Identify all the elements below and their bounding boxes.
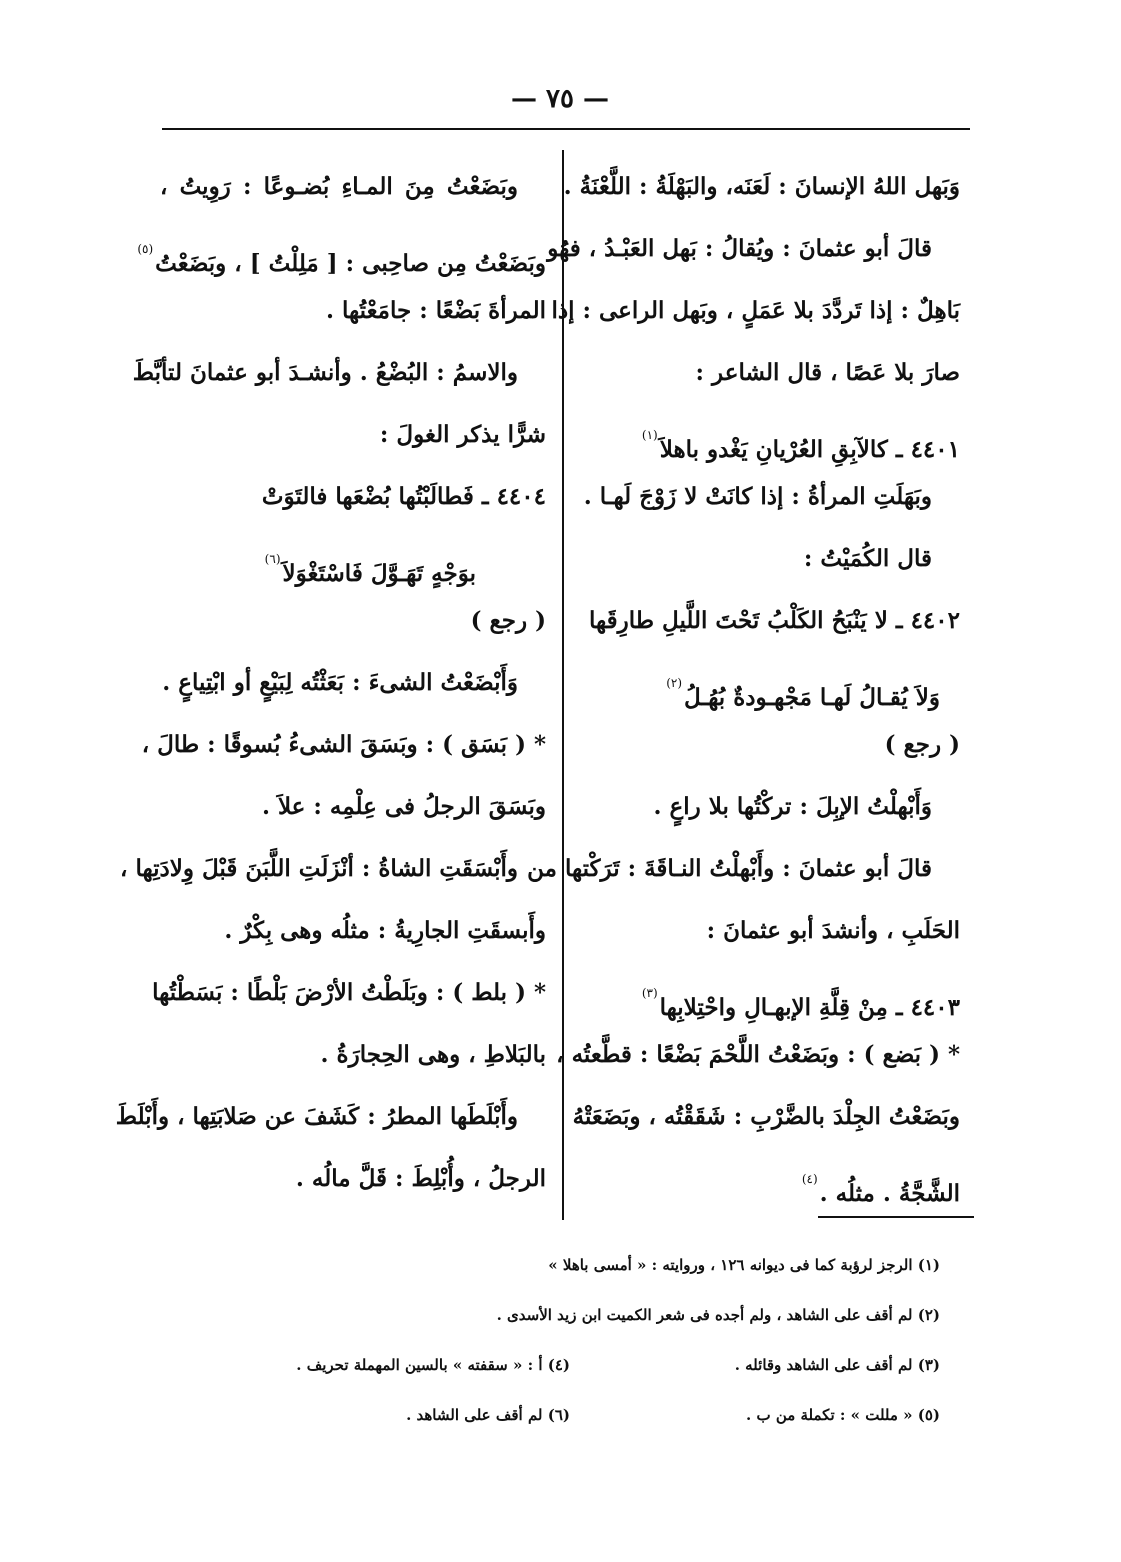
verse-line: ٤٤٠٢ ـ لا يَنْبَحُ الكَلْبُ تَحْتَ اللَّيلِ طارِقَها — [589, 607, 960, 634]
text-line — [578, 1148, 960, 1210]
text-line — [137, 218, 546, 280]
text-span: الشَّجَّةُ . مثلُه . — [819, 1180, 960, 1207]
text-line: قالَ أبو عثمانَ : وأَبْهلْتُ النـاقَةَ : تَرَكْتها من — [527, 855, 932, 882]
footnote: (٥) « مللت » : تكملة من ب . — [746, 1406, 940, 1424]
text-line: بَاهِلٌ : إذا تَردَّدَ بلا عَمَلٍ ، وبَهل الراعى : إذا — [551, 297, 960, 324]
footnote-marker: (٢) — [666, 676, 683, 690]
text-line: بالبَلاطِ ، وهى الحِجارَةُ . — [320, 1041, 546, 1068]
verse-line: ٤٤٠٤ ـ فَطالَبْتُها بُضْعَها فالتَوَتْ — [261, 483, 546, 510]
text-line: وَأَبْهلْتُ الإبِلَ : تركْتُها بلا راعٍ . — [653, 793, 932, 820]
footnote-row — [200, 1390, 940, 1440]
footnotes — [200, 1240, 940, 1440]
footnote-row — [200, 1340, 940, 1390]
text-line: صارَ بلا عَصًا ، قال الشاعر : — [695, 359, 960, 386]
verse-text: وَلاَ يُقـالُ لَهـا مَجْهـودةٌ بُهُـلُ — [684, 684, 940, 711]
footnote: (٦) لم أقف على الشاهد . — [406, 1406, 570, 1424]
page-number: — ٧٥ — — [510, 84, 610, 114]
verse-text: ٤٤٠٣ ـ مِنْ قِلَّةِ الإبهـالِ واحْتِلابِها — [659, 994, 960, 1021]
footnote-marker: (٦) — [264, 552, 281, 566]
footnote: (١) الرجز لرؤبة كما فى ديوانه ١٢٦ ، وروايته : « أمسى باهلا » — [548, 1256, 940, 1274]
footnote-marker: (١) — [641, 428, 658, 442]
verse-text: ٤٤٠١ ـ كالآبِقِ العُرْيانِ يَغْدو باهلاَ — [659, 436, 960, 463]
verse-line — [578, 404, 960, 466]
text-line: وأَبْلَطَها المطرُ : كَشَفَ عن صَلابَتِها ، وأَبْلَطَ — [115, 1103, 518, 1130]
entry-heading-line: * ( بَضع ) : وبَضَعْتُ اللَّحْمَ بَضْعًا : قطَّعتُه ، — [556, 1041, 960, 1068]
entry-heading-line: * ( بلط ) : وبَلَطْتُ الأرْضَ بَلْطًا : بَسَطْتُها — [152, 979, 546, 1006]
entry-heading-line: * ( بَسَق ) : وبَسَقَ الشىءُ بُسوقًا : طالَ ، — [141, 731, 546, 758]
footnote: (٤) أ : « سقفته » بالسين المهملة تحريف . — [296, 1356, 570, 1374]
return-marker: ( رجع ) — [884, 731, 960, 758]
text-line: وَبَهل اللهُ الإنسانَ : لَعَنَه، والبَهْلَةُ : اللَّعْنَةُ . — [563, 173, 960, 200]
footnote-divider — [818, 1216, 974, 1218]
text-line: الحَلَبِ ، وأنشدَ أبو عثمانَ : — [706, 917, 960, 944]
verse-text: بوَجْهٍ تَهَـوَّلَ فَاسْتَغْوَلاَ — [282, 560, 476, 587]
text-line: وأَبْسَقَتِ الشاةُ : أنْزَلَتِ اللَّبَنَ قَبْلَ وِلادَتِها ، — [120, 855, 518, 882]
text-line: المرأةَ بَضْعًا : جامَعْتُها . — [326, 297, 546, 324]
footnote: (٣) لم أقف على الشاهد وقائله . — [734, 1356, 940, 1374]
verse-line — [578, 962, 960, 1024]
text-line: والاسمُ : البُضْعُ . وأنشـدَ أبو عثمانَ لتأبَّطَ — [132, 359, 518, 386]
return-marker: ( رجع ) — [470, 607, 546, 634]
text-line: وبَهَلَتِ المرأةُ : إذا كانَتْ لا زَوْجَ لَهـا . — [583, 483, 932, 510]
verse-line — [160, 528, 546, 590]
verse-line — [578, 652, 960, 714]
footnote-marker: (٤) — [801, 1172, 818, 1186]
text-line: قال الكُمَيْتُ : — [803, 545, 932, 572]
text-line: الرجلُ ، وأُبْلِطَ : قَلَّ مالُه . — [295, 1165, 546, 1192]
right-column — [527, 156, 960, 1210]
text-line: شرًّا يذكر الغولَ : — [379, 421, 546, 448]
left-column — [115, 156, 546, 1210]
text-span: وبَضَعْتُ مِن صاحِبى : [ مَلِلْتُ ] ، وبَضَعْتُ — [155, 250, 546, 277]
text-line: وَأَبْضَعْتُ الشىءَ : بَعَثْتُه لِبَيْعٍ أو ابْتِياعٍ . — [162, 669, 518, 696]
footnote-marker: (٥) — [137, 242, 154, 256]
footnote: (٢) لم أقف على الشاهد ، ولم أجده فى شعر الكميت ابن زيد الأسدى . — [496, 1306, 940, 1324]
text-line: وبَضَعْتُ الجِلْدَ بالضَّرْبِ : شَقَقْتُه ، وبَضَعَتْهُ — [572, 1103, 960, 1130]
text-line: وأَبسقَتِ الجارِيةُ : مثلُه وهى بِكْرٌ . — [224, 917, 546, 944]
text-line: وبَسَقَ الرجلُ فى عِلْمِه : علاَ . — [261, 793, 546, 820]
header-divider — [162, 128, 970, 130]
footnote-marker: (٣) — [641, 986, 658, 1000]
text-line: قالَ أبو عثمانَ : ويُقالُ : بَهل العَبْـدُ ، فهُو — [547, 235, 932, 262]
text-line: وبَضَعْتُ مِنَ المـاءِ بُضـوعًا : رَوِيتُ ، — [160, 173, 518, 200]
